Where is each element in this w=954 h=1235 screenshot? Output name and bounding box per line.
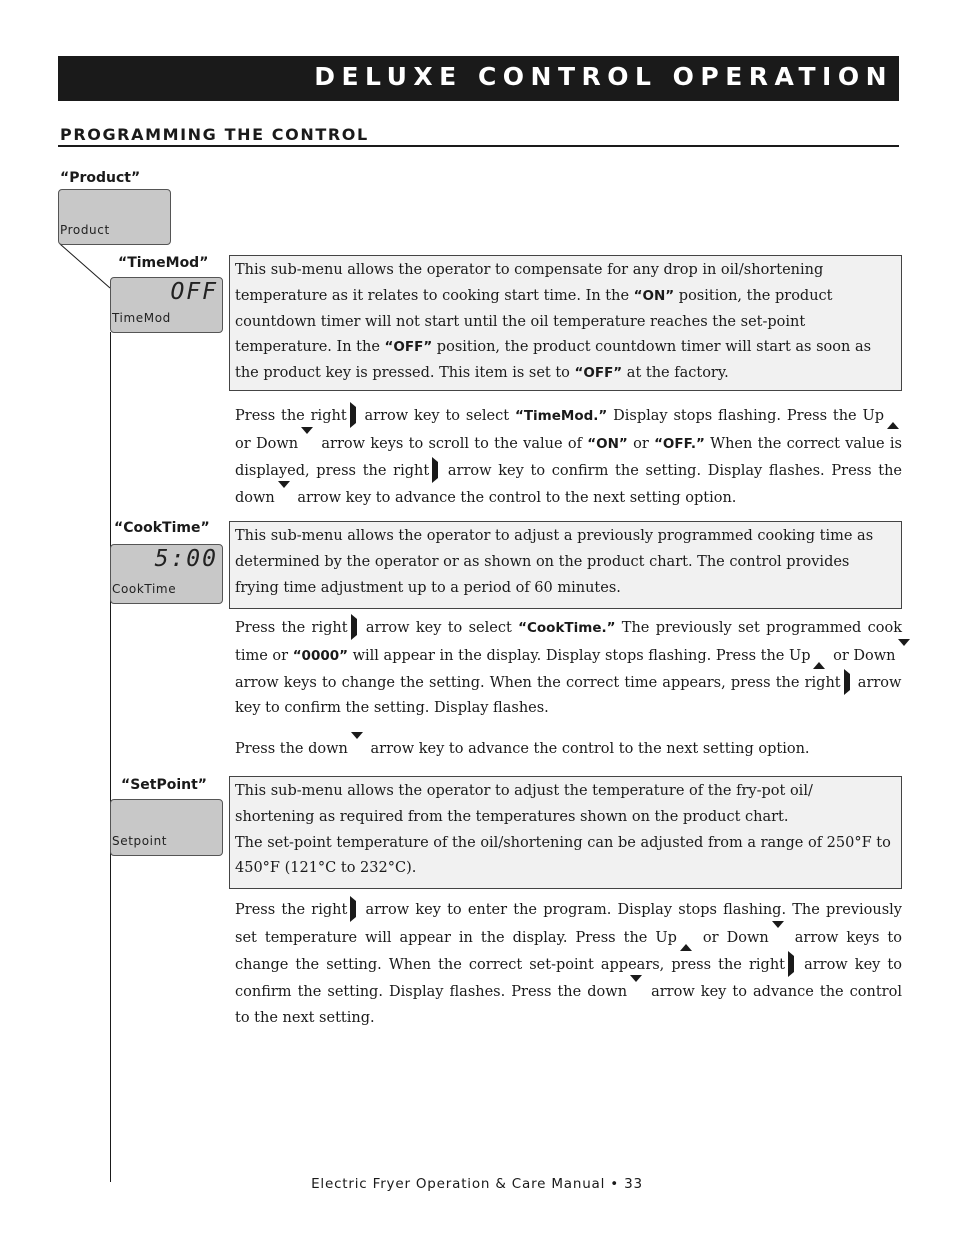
product-key[interactable]	[58, 189, 171, 245]
up-arrow-icon	[680, 928, 692, 951]
setpoint-range-text: The set-point temperature of the oil/shortening can be adjusted from a range of 250°F to 450°F (121°C to 232°C).	[235, 834, 891, 877]
setpoint-key-name: Setpoint	[112, 834, 168, 848]
down-arrow-icon	[630, 975, 642, 998]
product-label: “Product”	[60, 170, 141, 186]
cooktime-advance-note: Press the down arrow key to advance the control to the next setting option.	[235, 735, 902, 763]
down-arrow-icon	[898, 639, 910, 662]
setpoint-key[interactable]	[110, 799, 223, 856]
up-arrow-icon	[813, 646, 825, 669]
down-arrow-icon	[278, 481, 290, 504]
cooktime-description: This sub-menu allows the operator to adjust a previously programmed cooking time as determined by the operator or as shown on the product chart. The control provides frying time adjustment up to a period of 60 minutes.	[229, 521, 902, 609]
setpoint-label: “SetPoint”	[121, 777, 208, 793]
right-arrow-icon	[788, 951, 794, 977]
product-key-name: Product	[60, 223, 110, 237]
right-arrow-icon	[350, 896, 356, 922]
right-arrow-icon	[432, 457, 438, 483]
cooktime-key[interactable]	[110, 544, 223, 604]
right-arrow-icon	[844, 669, 850, 695]
page-footer: Electric Fryer Operation & Care Manual • 33	[311, 1176, 643, 1192]
setpoint-description-text: This sub-menu allows the operator to adjust the temperature of the fry-pot oil/ shortening as required from the temperatures shown on the product chart.	[235, 783, 813, 825]
down-arrow-icon	[301, 427, 313, 450]
page-title: DELUXE CONTROL OPERATION	[314, 62, 893, 91]
up-arrow-icon	[887, 406, 899, 429]
cooktime-key-name: CookTime	[112, 582, 177, 596]
down-arrow-icon	[772, 921, 784, 944]
timemod-label: “TimeMod”	[118, 255, 209, 271]
right-arrow-icon	[350, 402, 356, 428]
timemod-key-name: TimeMod	[112, 311, 171, 325]
timemod-description: This sub-menu allows the operator to compensate for any drop in oil/shortening temperature as it relates to cooking start time. In the “ON” position, the product countdown timer will not start until the oil temperature reaches the set-point temperature. In the “OFF” position, the product countdown timer will start as soon as the product key is pressed. This item is set to “OFF” at the factory.	[229, 255, 902, 391]
cooktime-instructions: Press the right arrow key to select “CookTime.” The previously set programmed cook time or “0000” will appear in the display. Display stops flashing. Press the Up or Down arrow keys to change the setting. When the correct time appears, press the right arrow key to confirm the setting. Display flashes.	[235, 615, 902, 722]
setpoint-instructions: Press the right arrow key to enter the program. Display stops flashing. The previously set temperature will appear in the display. Press the Up or Down arrow keys to change the setting. When the correct set-point appears, press the right arrow key to confirm the setting. Display flashes. Press the down arrow key to advance the control to the next setting.	[235, 897, 902, 1032]
timemod-instructions: Press the right arrow key to select “TimeMod.” Display stops flashing. Press the Up or Down arrow keys to scroll to the value of “ON” or “OFF.” When the correct value is displayed, press the right arrow key to confirm the setting. Display flashes. Press the down arrow key to advance the control to the next setting option.	[235, 402, 902, 512]
section-heading: PROGRAMMING THE CONTROL	[60, 125, 369, 144]
down-arrow-icon	[351, 732, 363, 755]
timemod-key[interactable]	[110, 277, 223, 333]
menu-tree-line	[110, 332, 111, 1182]
cooktime-label: “CookTime”	[114, 520, 210, 536]
setpoint-description	[229, 776, 902, 889]
timemod-display: OFF	[170, 279, 218, 305]
cooktime-display: 5:00	[154, 546, 218, 572]
right-arrow-icon	[351, 614, 357, 640]
